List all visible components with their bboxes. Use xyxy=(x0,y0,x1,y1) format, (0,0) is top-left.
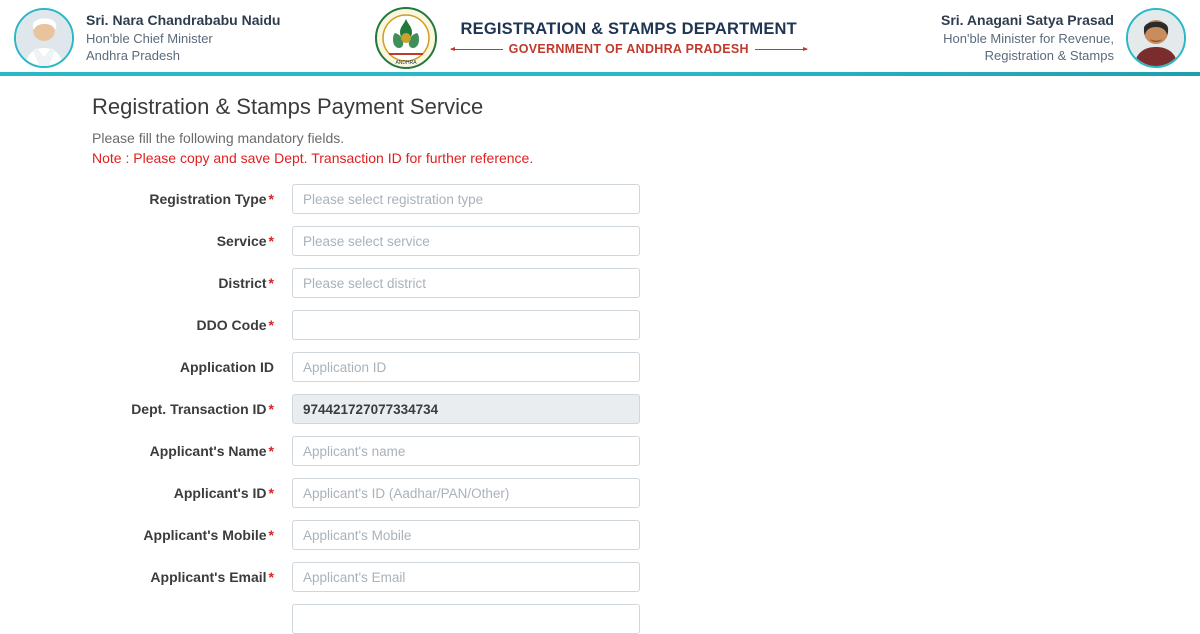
text-field[interactable]: Applicant's ID (Aadhar/PAN/Other) xyxy=(292,478,640,508)
field-label xyxy=(92,359,292,375)
chief-minister-avatar xyxy=(14,8,74,68)
department-branding xyxy=(375,7,807,69)
text-field[interactable]: Applicant's Email xyxy=(292,562,640,592)
required-marker: * xyxy=(268,485,274,501)
field-label-text: Applicant's Name xyxy=(149,443,267,459)
field-label-text: Service xyxy=(216,233,267,249)
field-label-text: Dept. Transaction ID xyxy=(131,401,267,417)
field-label xyxy=(92,527,292,543)
form-row xyxy=(92,394,1200,424)
select-field[interactable]: Please select service xyxy=(292,226,640,256)
form-row xyxy=(92,184,1200,214)
form-row xyxy=(92,310,1200,340)
text-field[interactable]: Applicant's name xyxy=(292,436,640,466)
note-text: Note : Please copy and save Dept. Transaction ID for further reference. xyxy=(92,150,534,166)
department-title: REGISTRATION & STAMPS DEPARTMENT xyxy=(460,20,797,38)
required-marker: * xyxy=(268,443,274,459)
minister-text xyxy=(941,11,1114,65)
form-row xyxy=(92,352,1200,382)
payment-form xyxy=(92,184,1200,634)
field-label xyxy=(92,317,292,333)
department-text xyxy=(451,20,807,56)
minister-avatar xyxy=(1126,8,1186,68)
page-content xyxy=(0,76,1200,634)
header-accent-bar xyxy=(0,72,1200,76)
field-label xyxy=(92,275,292,291)
minister-portfolio: Registration & Stamps xyxy=(984,48,1114,64)
field-label-text: Applicant's ID xyxy=(173,485,267,501)
chief-minister-block xyxy=(14,8,280,68)
field-label xyxy=(92,443,292,459)
rule-left-decoration xyxy=(451,49,503,50)
field-label xyxy=(92,569,292,585)
text-field[interactable]: Application ID xyxy=(292,352,640,382)
rule-right-decoration xyxy=(755,49,807,50)
minister-title: Hon'ble Minister for Revenue, xyxy=(943,30,1114,46)
field-label-text: District xyxy=(218,275,267,291)
field-label-text: DDO Code xyxy=(196,317,267,333)
field-label-text: Application ID xyxy=(179,359,274,375)
field-label-text: Applicant's Mobile xyxy=(143,527,267,543)
form-row xyxy=(92,562,1200,592)
chief-minister-state: Andhra Pradesh xyxy=(86,48,180,64)
required-marker: * xyxy=(268,569,274,585)
field-label-text: Registration Type xyxy=(149,191,267,207)
select-field[interactable]: Please select registration type xyxy=(292,184,640,214)
text-field[interactable] xyxy=(292,604,640,634)
site-header xyxy=(0,0,1200,76)
field-label xyxy=(92,401,292,417)
form-row xyxy=(92,436,1200,466)
chief-minister-text xyxy=(86,11,280,65)
required-marker: * xyxy=(268,401,274,417)
text-field[interactable] xyxy=(292,310,640,340)
form-row xyxy=(92,478,1200,508)
svg-text:ANDHRA: ANDHRA xyxy=(395,60,417,66)
department-subtitle-wrap xyxy=(451,42,807,56)
field-label xyxy=(92,485,292,501)
form-row xyxy=(92,268,1200,298)
required-marker: * xyxy=(268,275,274,291)
required-marker: * xyxy=(268,317,274,333)
form-row xyxy=(92,604,1200,634)
form-row xyxy=(92,226,1200,256)
ap-government-emblem-icon xyxy=(375,7,437,69)
required-marker: * xyxy=(268,233,274,249)
select-field[interactable]: Please select district xyxy=(292,268,640,298)
field-label xyxy=(92,191,292,207)
required-marker: * xyxy=(268,527,274,543)
form-row xyxy=(92,520,1200,550)
instruction-text: Please fill the following mandatory fields. xyxy=(92,130,345,146)
field-label xyxy=(92,233,292,249)
department-subtitle: GOVERNMENT OF ANDHRA PRADESH xyxy=(508,42,749,56)
text-field[interactable]: Applicant's Mobile xyxy=(292,520,640,550)
chief-minister-name: Sri. Nara Chandrababu Naidu xyxy=(86,12,281,28)
minister-block xyxy=(941,8,1186,68)
minister-name: Sri. Anagani Satya Prasad xyxy=(940,12,1114,28)
required-marker: * xyxy=(268,191,274,207)
page-title: Registration & Stamps Payment Service xyxy=(92,94,484,119)
field-label-text: Applicant's Email xyxy=(150,569,267,585)
chief-minister-title: Hon'ble Chief Minister xyxy=(86,30,213,46)
text-field: 974421727077334734 xyxy=(292,394,640,424)
